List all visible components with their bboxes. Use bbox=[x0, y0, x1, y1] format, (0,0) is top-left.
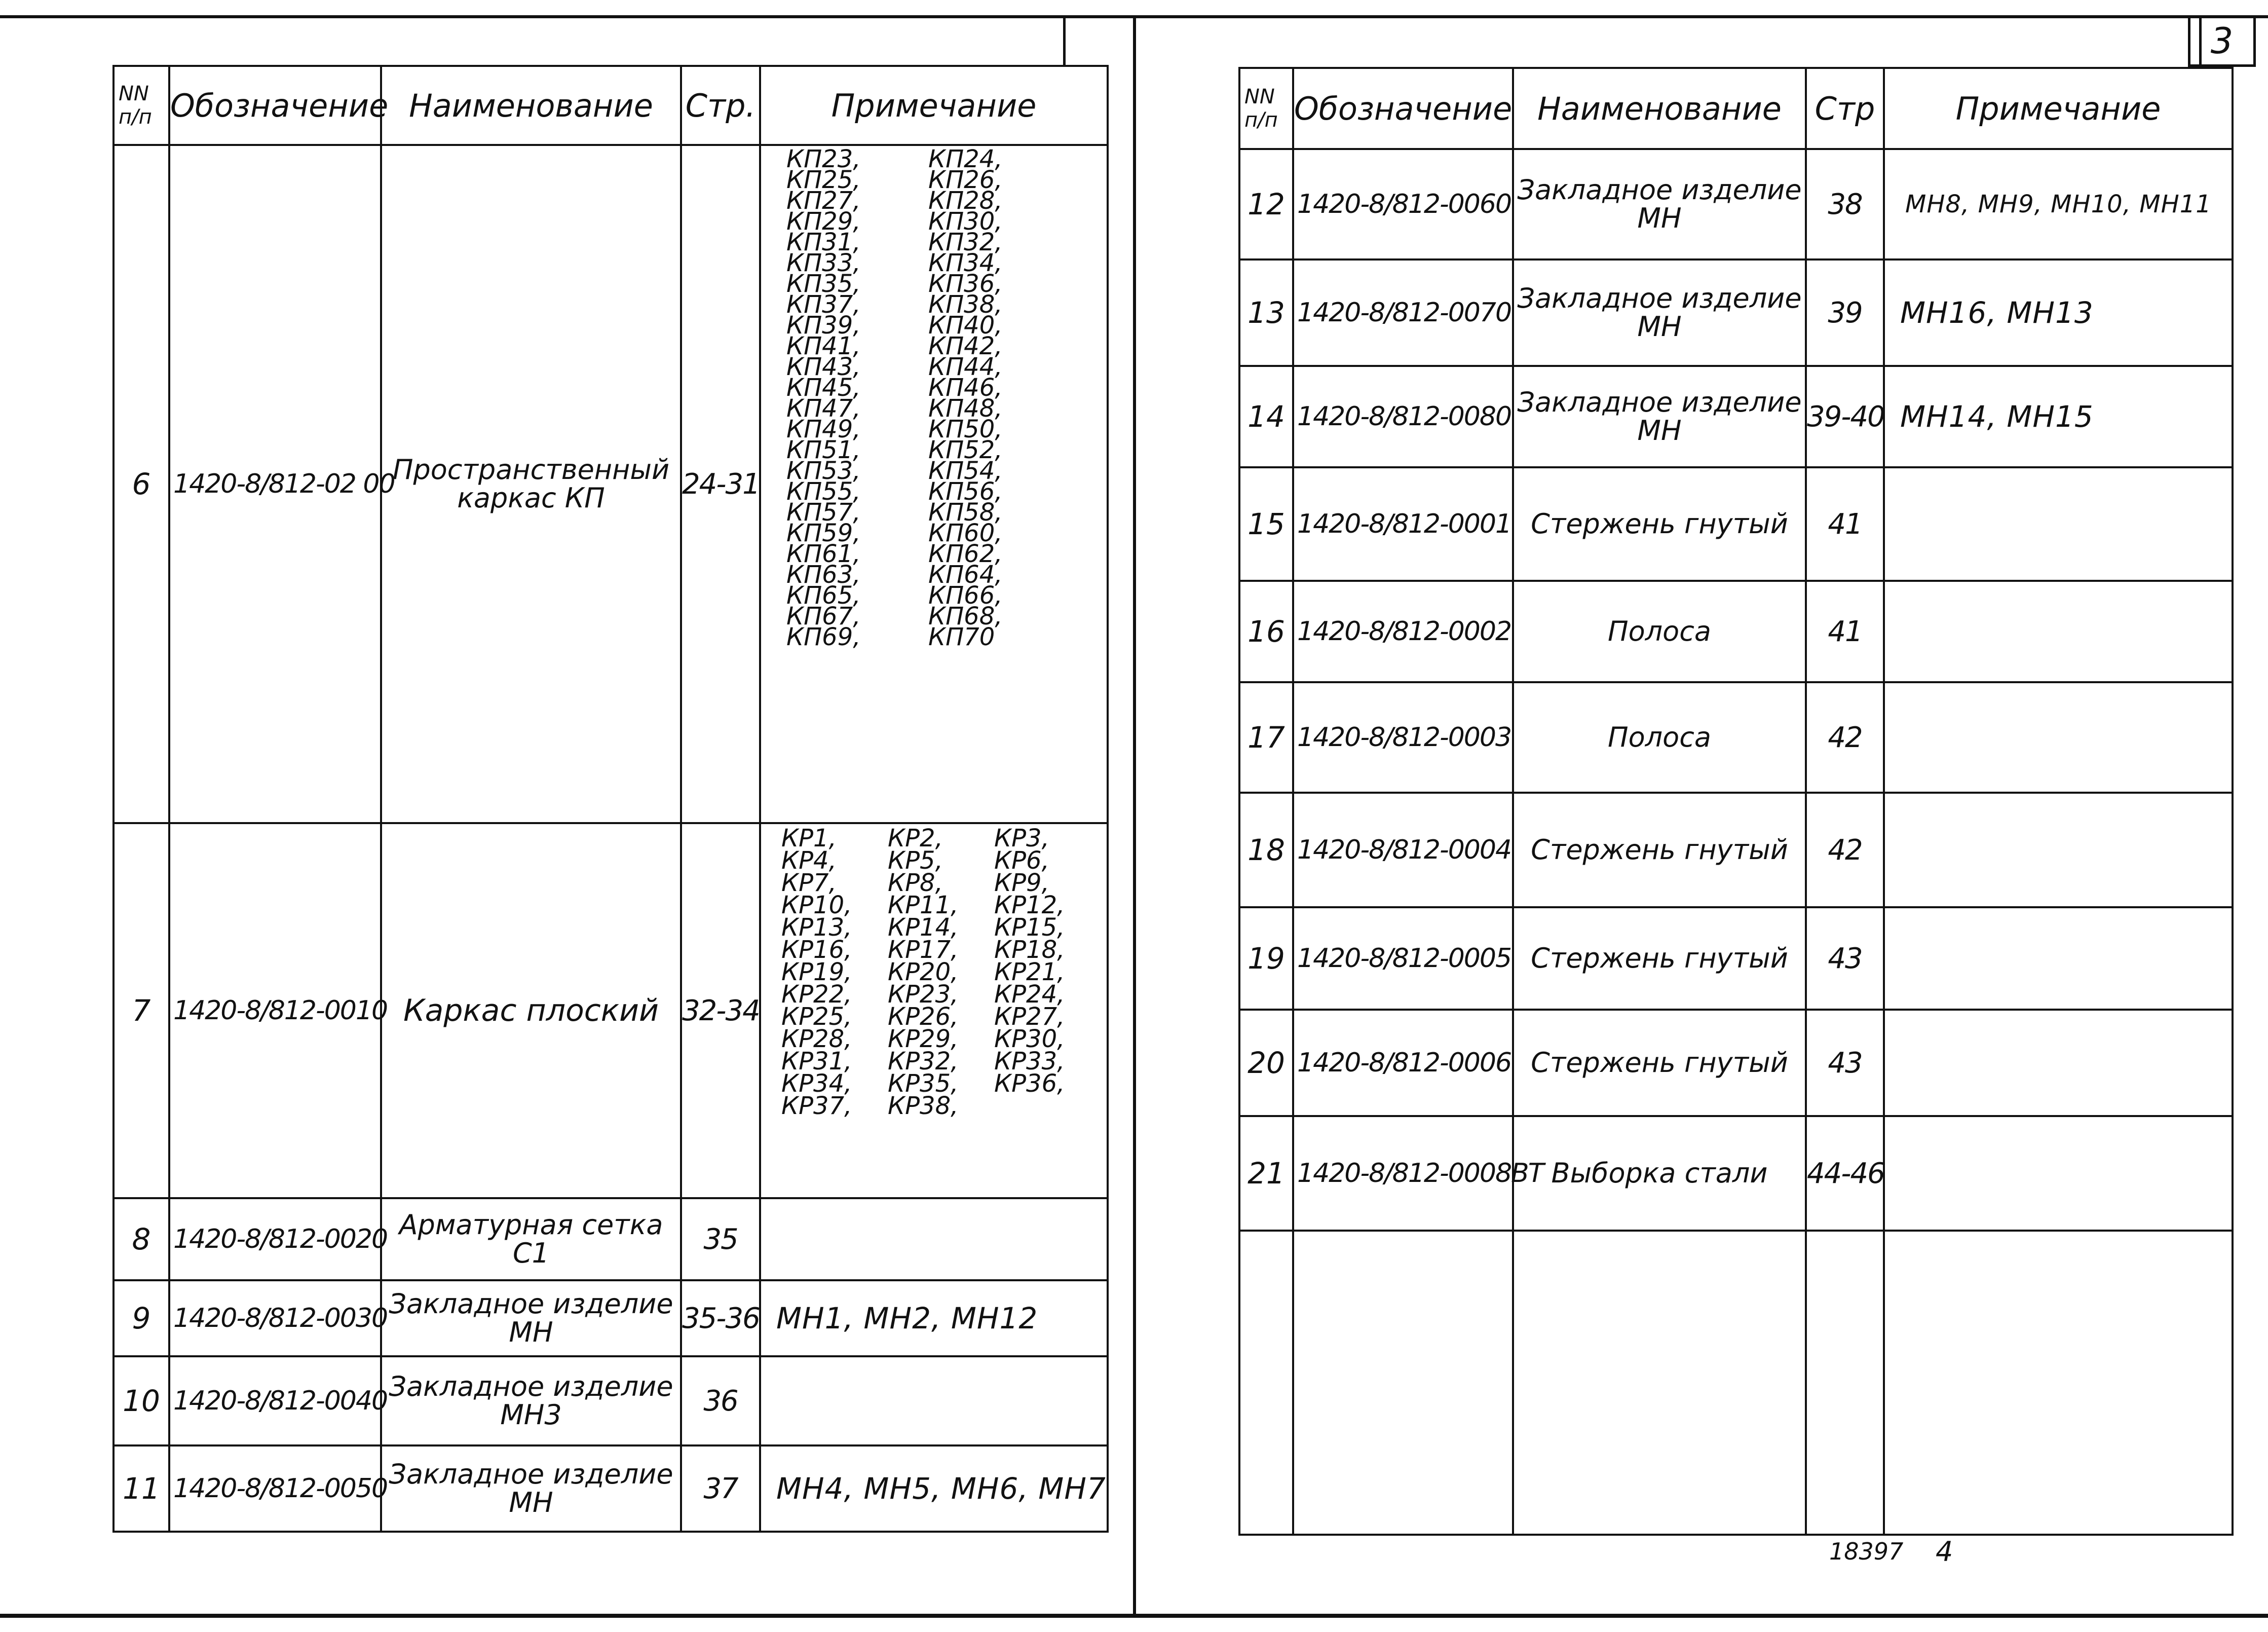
row-name: Стержень гнутый bbox=[1513, 907, 1806, 1010]
col-name: Наименование bbox=[381, 66, 681, 145]
note-item: КР3, bbox=[994, 824, 1049, 852]
stamp-sheet-number: 4 bbox=[1936, 1536, 1953, 1568]
row-code: 1420-8/812-0001 bbox=[1293, 467, 1513, 581]
note-item: КР32, bbox=[888, 1047, 959, 1075]
note-item: КП68, bbox=[928, 602, 1003, 630]
row-code: 1420-8/812-0080 bbox=[1293, 366, 1513, 467]
note-item: КП34, bbox=[928, 249, 1003, 277]
row-number: 17 bbox=[1239, 682, 1293, 793]
note-item: КР15, bbox=[994, 913, 1065, 942]
table-row bbox=[114, 1198, 1108, 1280]
table-row bbox=[1239, 149, 2233, 259]
empty-cell bbox=[1513, 1231, 1806, 1535]
table-row bbox=[1239, 1010, 2233, 1116]
note-item: КР28, bbox=[781, 1025, 852, 1053]
row-page: 43 bbox=[1806, 1010, 1884, 1116]
note-item: КП33, bbox=[786, 249, 861, 277]
note-item: КР38, bbox=[888, 1092, 959, 1120]
kp-list bbox=[761, 146, 1107, 651]
note-item: КП52, bbox=[928, 436, 1003, 464]
row-number: 21 bbox=[1239, 1116, 1293, 1231]
note-item: КП69, bbox=[786, 623, 861, 651]
row-note bbox=[1884, 1010, 2233, 1116]
row-code: 1420-8/812-0070 bbox=[1293, 259, 1513, 366]
row-note: МН16, МН13 bbox=[1884, 259, 2233, 366]
col-code: Обозначение bbox=[169, 66, 381, 145]
note-item: КП53, bbox=[786, 457, 861, 485]
note-item: КР4, bbox=[781, 846, 837, 875]
note-item: КП42, bbox=[928, 332, 1003, 360]
row-name: Закладное изделие МН bbox=[1513, 149, 1806, 259]
note-item: КР10, bbox=[781, 891, 852, 919]
note-item: КП41, bbox=[786, 332, 861, 360]
row-note bbox=[1884, 793, 2233, 907]
row-page: 37 bbox=[681, 1445, 760, 1532]
col-page: Стр bbox=[1806, 68, 1884, 149]
note-item: КР26, bbox=[888, 1003, 959, 1031]
note-item: КП58, bbox=[928, 498, 1003, 527]
note-item: КП55, bbox=[786, 477, 861, 506]
row-page: 35-36 bbox=[681, 1280, 760, 1356]
row-number: 13 bbox=[1239, 259, 1293, 366]
row-page: 43 bbox=[1806, 907, 1884, 1010]
row-number: 16 bbox=[1239, 581, 1293, 682]
note-item: КП26, bbox=[928, 166, 1003, 194]
right-spec-table bbox=[1238, 67, 2234, 1536]
note-item: КП61, bbox=[786, 540, 861, 568]
col-page: Стр. bbox=[681, 66, 760, 145]
note-item: КР14, bbox=[888, 913, 959, 942]
row-note bbox=[760, 1198, 1108, 1280]
note-item: КП35, bbox=[786, 270, 861, 298]
note-item: КП59, bbox=[786, 519, 861, 547]
row-code: 1420-8/812-0040 bbox=[169, 1356, 381, 1445]
row-code: 1420-8/812-0020 bbox=[169, 1198, 381, 1280]
row-number: 15 bbox=[1239, 467, 1293, 581]
row-note: МН14, МН15 bbox=[1884, 366, 2233, 467]
row-name: Стержень гнутый bbox=[1513, 467, 1806, 581]
table-row bbox=[114, 1356, 1108, 1445]
right-header-row bbox=[1239, 68, 2233, 149]
row-page: 42 bbox=[1806, 793, 1884, 907]
note-item: КП36, bbox=[928, 270, 1003, 298]
table-row bbox=[1239, 366, 2233, 467]
note-item: КР16, bbox=[781, 936, 852, 964]
row-name: Каркас плоский bbox=[381, 823, 681, 1198]
note-item: КР21, bbox=[994, 958, 1065, 986]
note-item: КП40, bbox=[928, 311, 1003, 340]
row-page: 41 bbox=[1806, 581, 1884, 682]
note-item: КР36, bbox=[994, 1069, 1065, 1098]
row-name: Пространственный каркас КП bbox=[381, 145, 681, 823]
row-name: Закладное изделие МН3 bbox=[381, 1356, 681, 1445]
row-note: МН8, МН9, МН10, МН11 bbox=[1884, 149, 2233, 259]
note-item: КР6, bbox=[994, 846, 1049, 875]
inventory-number: 18397 bbox=[1829, 1538, 1904, 1565]
note-item: КР1, bbox=[781, 824, 837, 852]
row-code: 1420-8/812-0030 bbox=[169, 1280, 381, 1356]
row-name: Стержень гнутый bbox=[1513, 1010, 1806, 1116]
row-page: 35 bbox=[681, 1198, 760, 1280]
row-name: Арматурная сетка С1 bbox=[381, 1198, 681, 1280]
note-item: КП30, bbox=[928, 207, 1003, 236]
note-item: КП29, bbox=[786, 207, 861, 236]
note-item: КП45, bbox=[786, 374, 861, 402]
note-item: КР23, bbox=[888, 980, 959, 1009]
empty-cell bbox=[1293, 1231, 1513, 1535]
note-item: КП48, bbox=[928, 394, 1003, 423]
col-name: Наименование bbox=[1513, 68, 1806, 149]
note-item: КП57, bbox=[786, 498, 861, 527]
note-item: КП38, bbox=[928, 290, 1003, 319]
note-item: КР11, bbox=[888, 891, 959, 919]
row-name: Закладное изделие МН bbox=[381, 1445, 681, 1532]
row-note bbox=[1884, 907, 2233, 1010]
row-note bbox=[1884, 682, 2233, 793]
note-item: КП49, bbox=[786, 415, 861, 443]
row-note: МН1, МН2, МН12 bbox=[760, 1280, 1108, 1356]
row-code: 1420-8/812-0060 bbox=[1293, 149, 1513, 259]
note-item: КР22, bbox=[781, 980, 852, 1009]
col-note: Примечание bbox=[760, 66, 1108, 145]
row-code: 1420-8/812-0003 bbox=[1293, 682, 1513, 793]
empty-row bbox=[1239, 1231, 2233, 1535]
row-page: 32-34 bbox=[681, 823, 760, 1198]
note-item: КР29, bbox=[888, 1025, 959, 1053]
top-border-right bbox=[1135, 15, 2268, 18]
note-item: КП67, bbox=[786, 602, 861, 630]
row-number: 20 bbox=[1239, 1010, 1293, 1116]
note-item: КР19, bbox=[781, 958, 852, 986]
row-name: Закладное изделие МН bbox=[381, 1280, 681, 1356]
page-divider bbox=[1133, 15, 1136, 1617]
note-item: КП31, bbox=[786, 228, 861, 256]
row-note: МН4, МН5, МН6, МН7 bbox=[760, 1445, 1108, 1532]
col-nn: NN п/п bbox=[114, 66, 169, 145]
note-item: КР5, bbox=[888, 846, 943, 875]
row-code: 1420-8/812-02 00 bbox=[169, 145, 381, 823]
table-row bbox=[1239, 793, 2233, 907]
note-item: КР34, bbox=[781, 1069, 852, 1098]
note-item: КР17, bbox=[888, 936, 959, 964]
col-note: Примечание bbox=[1884, 68, 2233, 149]
row-code: 1420-8/812-0005 bbox=[1293, 907, 1513, 1010]
kr-list bbox=[761, 824, 1107, 1120]
left-spec-table bbox=[112, 65, 1109, 1533]
row-page: 44-46 bbox=[1806, 1116, 1884, 1231]
note-item: КП60, bbox=[928, 519, 1003, 547]
note-item: КП23, bbox=[786, 145, 861, 173]
note-item: КП65, bbox=[786, 581, 861, 610]
row-code: 1420-8/812-0008ВТ bbox=[1293, 1116, 1513, 1231]
row-note bbox=[1884, 467, 2233, 581]
row-page: 39-40 bbox=[1806, 366, 1884, 467]
note-item: КП44, bbox=[928, 353, 1003, 381]
row-note bbox=[760, 145, 1108, 823]
row-code: 1420-8/812-0006 bbox=[1293, 1010, 1513, 1116]
note-item: КР30, bbox=[994, 1025, 1065, 1053]
row-number: 14 bbox=[1239, 366, 1293, 467]
left-header-row bbox=[114, 66, 1108, 145]
note-item: КР24, bbox=[994, 980, 1065, 1009]
row-note bbox=[760, 823, 1108, 1198]
note-item: КР25, bbox=[781, 1003, 852, 1031]
note-item: КП46, bbox=[928, 374, 1003, 402]
note-item: КР2, bbox=[888, 824, 943, 852]
table-row bbox=[1239, 682, 2233, 793]
note-item: КР8, bbox=[888, 869, 943, 897]
row-name: Закладное изделие МН bbox=[1513, 259, 1806, 366]
note-item: КР35, bbox=[888, 1069, 959, 1098]
row-number: 12 bbox=[1239, 149, 1293, 259]
table-row bbox=[1239, 581, 2233, 682]
row-page: 39 bbox=[1806, 259, 1884, 366]
col-code: Обозначение bbox=[1293, 68, 1513, 149]
note-item: КР37, bbox=[781, 1092, 852, 1120]
note-item: КР33, bbox=[994, 1047, 1065, 1075]
empty-cell bbox=[1806, 1231, 1884, 1535]
row-number: 11 bbox=[114, 1445, 169, 1532]
top-border-left bbox=[0, 15, 1135, 18]
row-number: 6 bbox=[114, 145, 169, 823]
note-item: КП27, bbox=[786, 187, 861, 215]
note-item: КП43, bbox=[786, 353, 861, 381]
note-item: КР27, bbox=[994, 1003, 1065, 1031]
row-number: 10 bbox=[114, 1356, 169, 1445]
note-item: КП62, bbox=[928, 540, 1003, 568]
row-name: Полоса bbox=[1513, 682, 1806, 793]
row-number: 7 bbox=[114, 823, 169, 1198]
note-item: КР31, bbox=[781, 1047, 852, 1075]
row-name: Выборка стали bbox=[1513, 1116, 1806, 1231]
row-number: 9 bbox=[114, 1280, 169, 1356]
note-item: КП54, bbox=[928, 457, 1003, 485]
empty-cell bbox=[1884, 1231, 2233, 1535]
note-item: КР7, bbox=[781, 869, 837, 897]
row-code: 1420-8/812-0002 bbox=[1293, 581, 1513, 682]
note-item: КП70 bbox=[928, 623, 995, 651]
row-page: 41 bbox=[1806, 467, 1884, 581]
table-row bbox=[114, 823, 1108, 1198]
row-page: 24-31 bbox=[681, 145, 760, 823]
col-nn: NN п/п bbox=[1239, 68, 1293, 149]
sheet-number: 3 bbox=[2188, 18, 2256, 67]
note-item: КП37, bbox=[786, 290, 861, 319]
note-item: КП39, bbox=[786, 311, 861, 340]
note-item: КП51, bbox=[786, 436, 861, 464]
row-name: Закладное изделие МН bbox=[1513, 366, 1806, 467]
row-code: 1420-8/812-0050 bbox=[169, 1445, 381, 1532]
note-item: КП64, bbox=[928, 561, 1003, 589]
note-item: КР9, bbox=[994, 869, 1049, 897]
table-row bbox=[1239, 259, 2233, 366]
empty-cell bbox=[1239, 1231, 1293, 1535]
table-row bbox=[1239, 907, 2233, 1010]
note-item: КП25, bbox=[786, 166, 861, 194]
row-page: 42 bbox=[1806, 682, 1884, 793]
note-item: КП47, bbox=[786, 394, 861, 423]
note-item: КП56, bbox=[928, 477, 1003, 506]
note-item: КР20, bbox=[888, 958, 959, 986]
note-item: КР13, bbox=[781, 913, 852, 942]
bottom-border bbox=[0, 1614, 2268, 1617]
row-note bbox=[1884, 581, 2233, 682]
row-page: 36 bbox=[681, 1356, 760, 1445]
row-number: 19 bbox=[1239, 907, 1293, 1010]
row-name: Полоса bbox=[1513, 581, 1806, 682]
row-note bbox=[760, 1356, 1108, 1445]
table-row bbox=[114, 1445, 1108, 1532]
row-number: 8 bbox=[114, 1198, 169, 1280]
row-page: 38 bbox=[1806, 149, 1884, 259]
row-number: 18 bbox=[1239, 793, 1293, 907]
note-item: КП24, bbox=[928, 145, 1003, 173]
note-item: КР12, bbox=[994, 891, 1065, 919]
note-item: КП50, bbox=[928, 415, 1003, 443]
row-code: 1420-8/812-0004 bbox=[1293, 793, 1513, 907]
row-code: 1420-8/812-0010 bbox=[169, 823, 381, 1198]
table-row bbox=[114, 145, 1108, 823]
row-name: Стержень гнутый bbox=[1513, 793, 1806, 907]
note-item: КР18, bbox=[994, 936, 1065, 964]
left-tab-divider bbox=[1063, 15, 1066, 66]
note-item: КП63, bbox=[786, 561, 861, 589]
note-item: КП28, bbox=[928, 187, 1003, 215]
table-row bbox=[114, 1280, 1108, 1356]
note-item: КП32, bbox=[928, 228, 1003, 256]
note-item: КП66, bbox=[928, 581, 1003, 610]
table-row bbox=[1239, 1116, 2233, 1231]
table-row bbox=[1239, 467, 2233, 581]
row-note bbox=[1884, 1116, 2233, 1231]
